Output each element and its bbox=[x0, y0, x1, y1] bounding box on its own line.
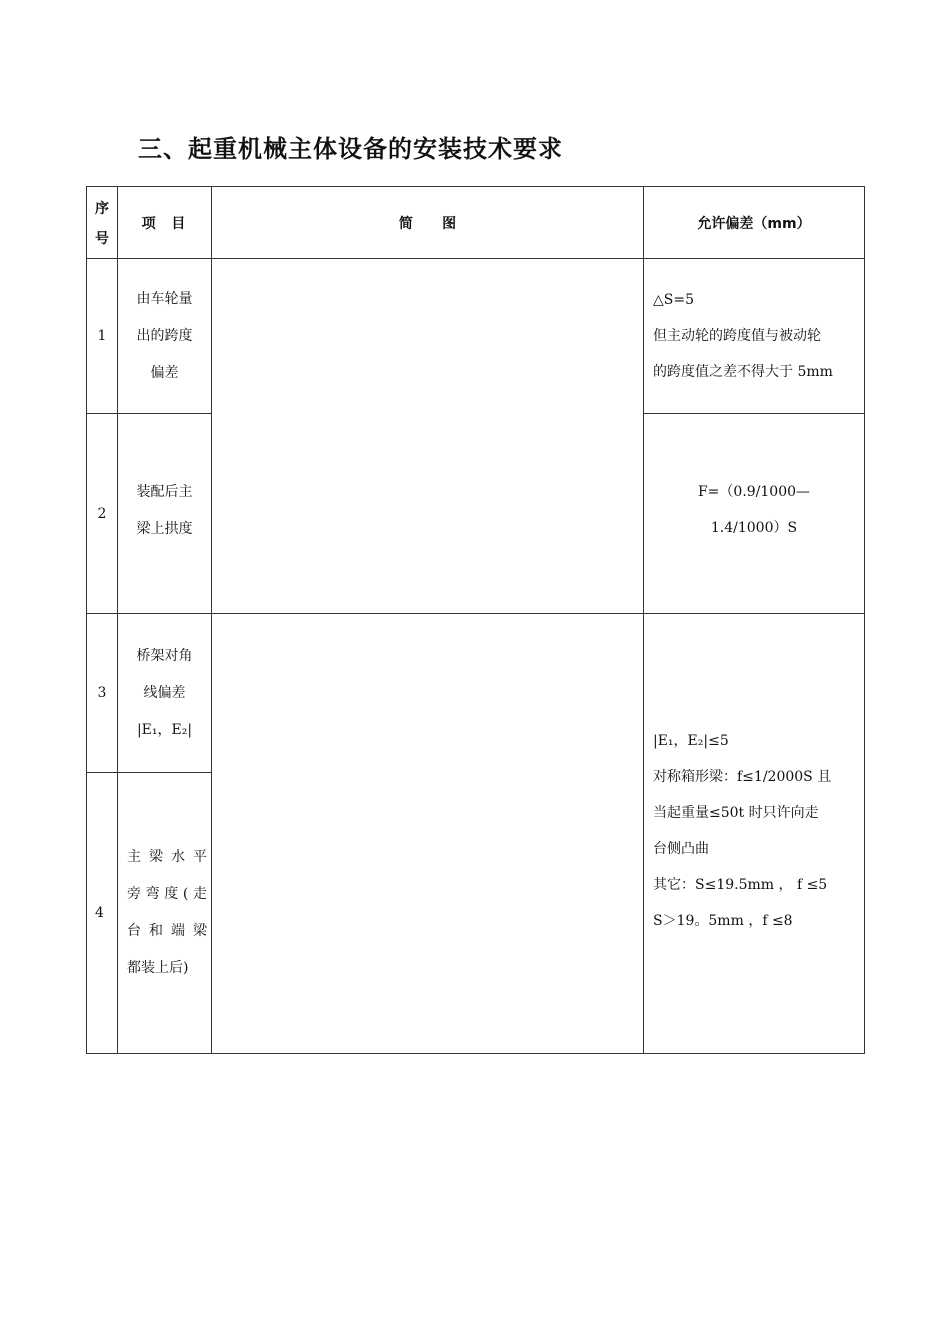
page-title: 三、起重机械主体设备的安装技术要求 bbox=[138, 135, 563, 163]
row-tolerance-shared: |E₁，E₂|≤5 对称箱形梁：f≤1/2000S 且 当起重量≤50t 时只许向走 台侧凸曲 其它：S≤19.5mm ， f ≤5 S＞19。5mm ，f ≤8 bbox=[644, 614, 865, 1054]
header-seq: 序 号 bbox=[87, 187, 118, 259]
diagram-cell-rows-3-4 bbox=[212, 614, 644, 1054]
row-item: 装配后主 梁上拱度 bbox=[118, 414, 212, 614]
row-item: 主梁水平 旁弯度(走 台和端梁 都装上后) bbox=[118, 773, 212, 1054]
row-item: 由车轮量 出的跨度 偏差 bbox=[118, 259, 212, 414]
row-seq: 2 bbox=[87, 414, 118, 614]
header-item: 项 目 bbox=[118, 187, 212, 259]
header-diagram: 简 图 bbox=[212, 187, 644, 259]
row-seq: 3 bbox=[87, 614, 118, 773]
row-item: 桥架对角 线偏差 |E₁，E₂| bbox=[118, 614, 212, 773]
row-seq: 1 bbox=[87, 259, 118, 414]
row-tolerance: F=（0.9/1000— 1.4/1000）S bbox=[644, 414, 865, 614]
installation-requirements-table bbox=[86, 186, 865, 1054]
table-row bbox=[87, 614, 865, 773]
header-tolerance: 允许偏差（mm） bbox=[644, 187, 865, 259]
table-header-row bbox=[87, 187, 865, 259]
table-row bbox=[87, 259, 865, 414]
diagram-cell-rows-1-2 bbox=[212, 259, 644, 614]
row-tolerance: △S=5 但主动轮的跨度值与被动轮 的跨度值之差不得大于 5mm bbox=[644, 259, 865, 414]
row-seq: 4 bbox=[87, 773, 118, 1054]
